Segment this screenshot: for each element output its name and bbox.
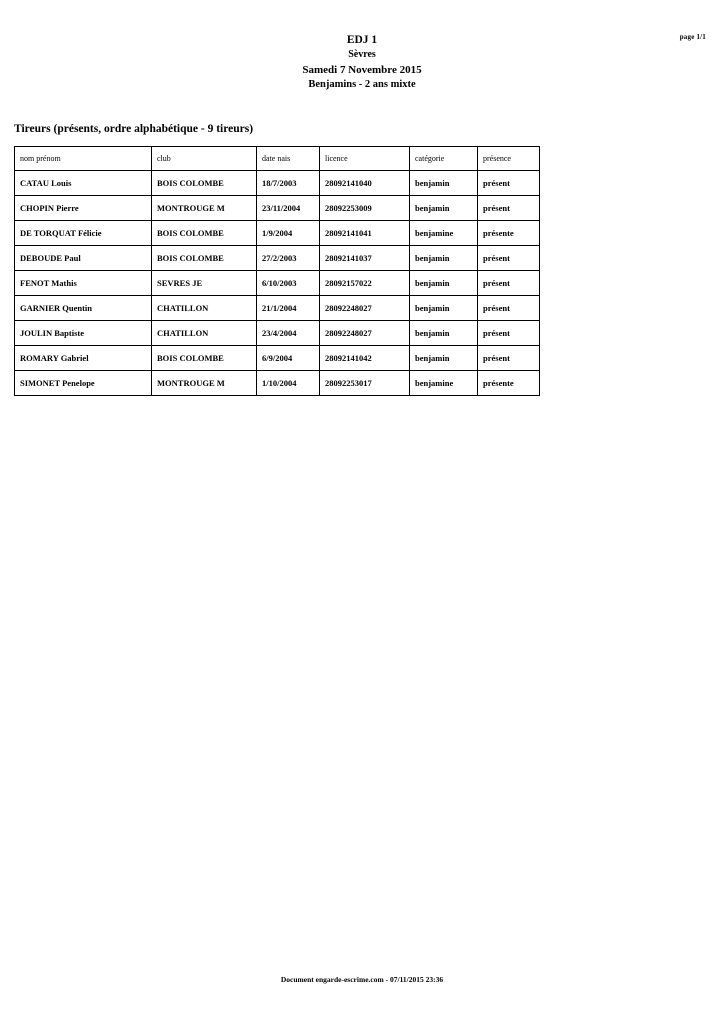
cell-presence: présente xyxy=(478,221,540,246)
document-header xyxy=(0,0,724,93)
cell-presence: présent xyxy=(478,271,540,296)
cell-name: SIMONET Penelope xyxy=(15,371,152,396)
cell-birthdate: 1/9/2004 xyxy=(257,221,320,246)
cell-presence: présent xyxy=(478,246,540,271)
cell-licence: 28092141037 xyxy=(320,246,410,271)
cell-category: benjamin xyxy=(410,196,478,221)
cell-club: MONTROUGE M xyxy=(152,196,257,221)
column-header-club: club xyxy=(152,147,257,171)
table-row xyxy=(15,271,540,296)
cell-category: benjamin xyxy=(410,321,478,346)
table-row xyxy=(15,321,540,346)
cell-birthdate: 1/10/2004 xyxy=(257,371,320,396)
cell-category: benjamin xyxy=(410,296,478,321)
cell-licence: 28092141041 xyxy=(320,221,410,246)
cell-name: GARNIER Quentin xyxy=(15,296,152,321)
column-header-category: catégorie xyxy=(410,147,478,171)
cell-birthdate: 18/7/2003 xyxy=(257,171,320,196)
table-row xyxy=(15,246,540,271)
cell-club: CHATILLON xyxy=(152,321,257,346)
cell-name: ROMARY Gabriel xyxy=(15,346,152,371)
cell-licence: 28092141040 xyxy=(320,171,410,196)
cell-category: benjamin xyxy=(410,171,478,196)
table-body xyxy=(15,171,540,396)
cell-name: DEBOUDE Paul xyxy=(15,246,152,271)
cell-club: BOIS COLOMBE xyxy=(152,346,257,371)
table-header-row xyxy=(15,147,540,171)
shooters-table-wrapper xyxy=(14,146,539,396)
cell-category: benjamin xyxy=(410,346,478,371)
table-row xyxy=(15,346,540,371)
cell-birthdate: 23/4/2004 xyxy=(257,321,320,346)
column-header-name: nom prénom xyxy=(15,147,152,171)
cell-licence: 28092141042 xyxy=(320,346,410,371)
cell-category: benjamin xyxy=(410,246,478,271)
cell-presence: présent xyxy=(478,196,540,221)
cell-name: CATAU Louis xyxy=(15,171,152,196)
table-row xyxy=(15,171,540,196)
header-competition-name: EDJ 1 xyxy=(346,34,378,46)
cell-birthdate: 23/11/2004 xyxy=(257,196,320,221)
cell-club: BOIS COLOMBE xyxy=(152,246,257,271)
cell-licence: 28092248027 xyxy=(320,296,410,321)
column-header-birthdate: date nais xyxy=(257,147,320,171)
cell-category: benjamine xyxy=(410,371,478,396)
cell-presence: présent xyxy=(478,346,540,371)
page-number: page 1/1 xyxy=(679,33,706,41)
cell-name: CHOPIN Pierre xyxy=(15,196,152,221)
cell-category: benjamine xyxy=(410,221,478,246)
cell-name: JOULIN Baptiste xyxy=(15,321,152,346)
cell-club: CHATILLON xyxy=(152,296,257,321)
cell-presence: présent xyxy=(478,171,540,196)
header-date: Samedi 7 Novembre 2015 xyxy=(302,63,422,76)
cell-presence: présent xyxy=(478,321,540,346)
cell-category: benjamin xyxy=(410,271,478,296)
cell-name: FENOT Mathis xyxy=(15,271,152,296)
cell-birthdate: 6/10/2003 xyxy=(257,271,320,296)
document-footer: Document engarde-escrime.com - 07/11/2015 23:36 xyxy=(280,975,444,984)
cell-presence: présent xyxy=(478,296,540,321)
table-row xyxy=(15,371,540,396)
table-row xyxy=(15,296,540,321)
cell-club: BOIS COLOMBE xyxy=(152,171,257,196)
column-header-presence: présence xyxy=(478,147,540,171)
cell-name: DE TORQUAT Félicie xyxy=(15,221,152,246)
cell-licence: 28092253017 xyxy=(320,371,410,396)
cell-birthdate: 27/2/2003 xyxy=(257,246,320,271)
cell-birthdate: 21/1/2004 xyxy=(257,296,320,321)
cell-licence: 28092157022 xyxy=(320,271,410,296)
cell-club: BOIS COLOMBE xyxy=(152,221,257,246)
column-header-licence: licence xyxy=(320,147,410,171)
header-category: Benjamins - 2 ans mixte xyxy=(308,79,416,91)
table-row xyxy=(15,221,540,246)
shooters-table xyxy=(14,146,540,396)
table-header-row-group xyxy=(15,147,540,171)
header-location: Sèvres xyxy=(348,49,376,61)
cell-licence: 28092248027 xyxy=(320,321,410,346)
cell-presence: présente xyxy=(478,371,540,396)
section-title: Tireurs (présents, ordre alphabétique - 9 tireurs) xyxy=(14,123,254,135)
cell-club: SEVRES JE xyxy=(152,271,257,296)
cell-club: MONTROUGE M xyxy=(152,371,257,396)
cell-birthdate: 6/9/2004 xyxy=(257,346,320,371)
table-row xyxy=(15,196,540,221)
cell-licence: 28092253009 xyxy=(320,196,410,221)
